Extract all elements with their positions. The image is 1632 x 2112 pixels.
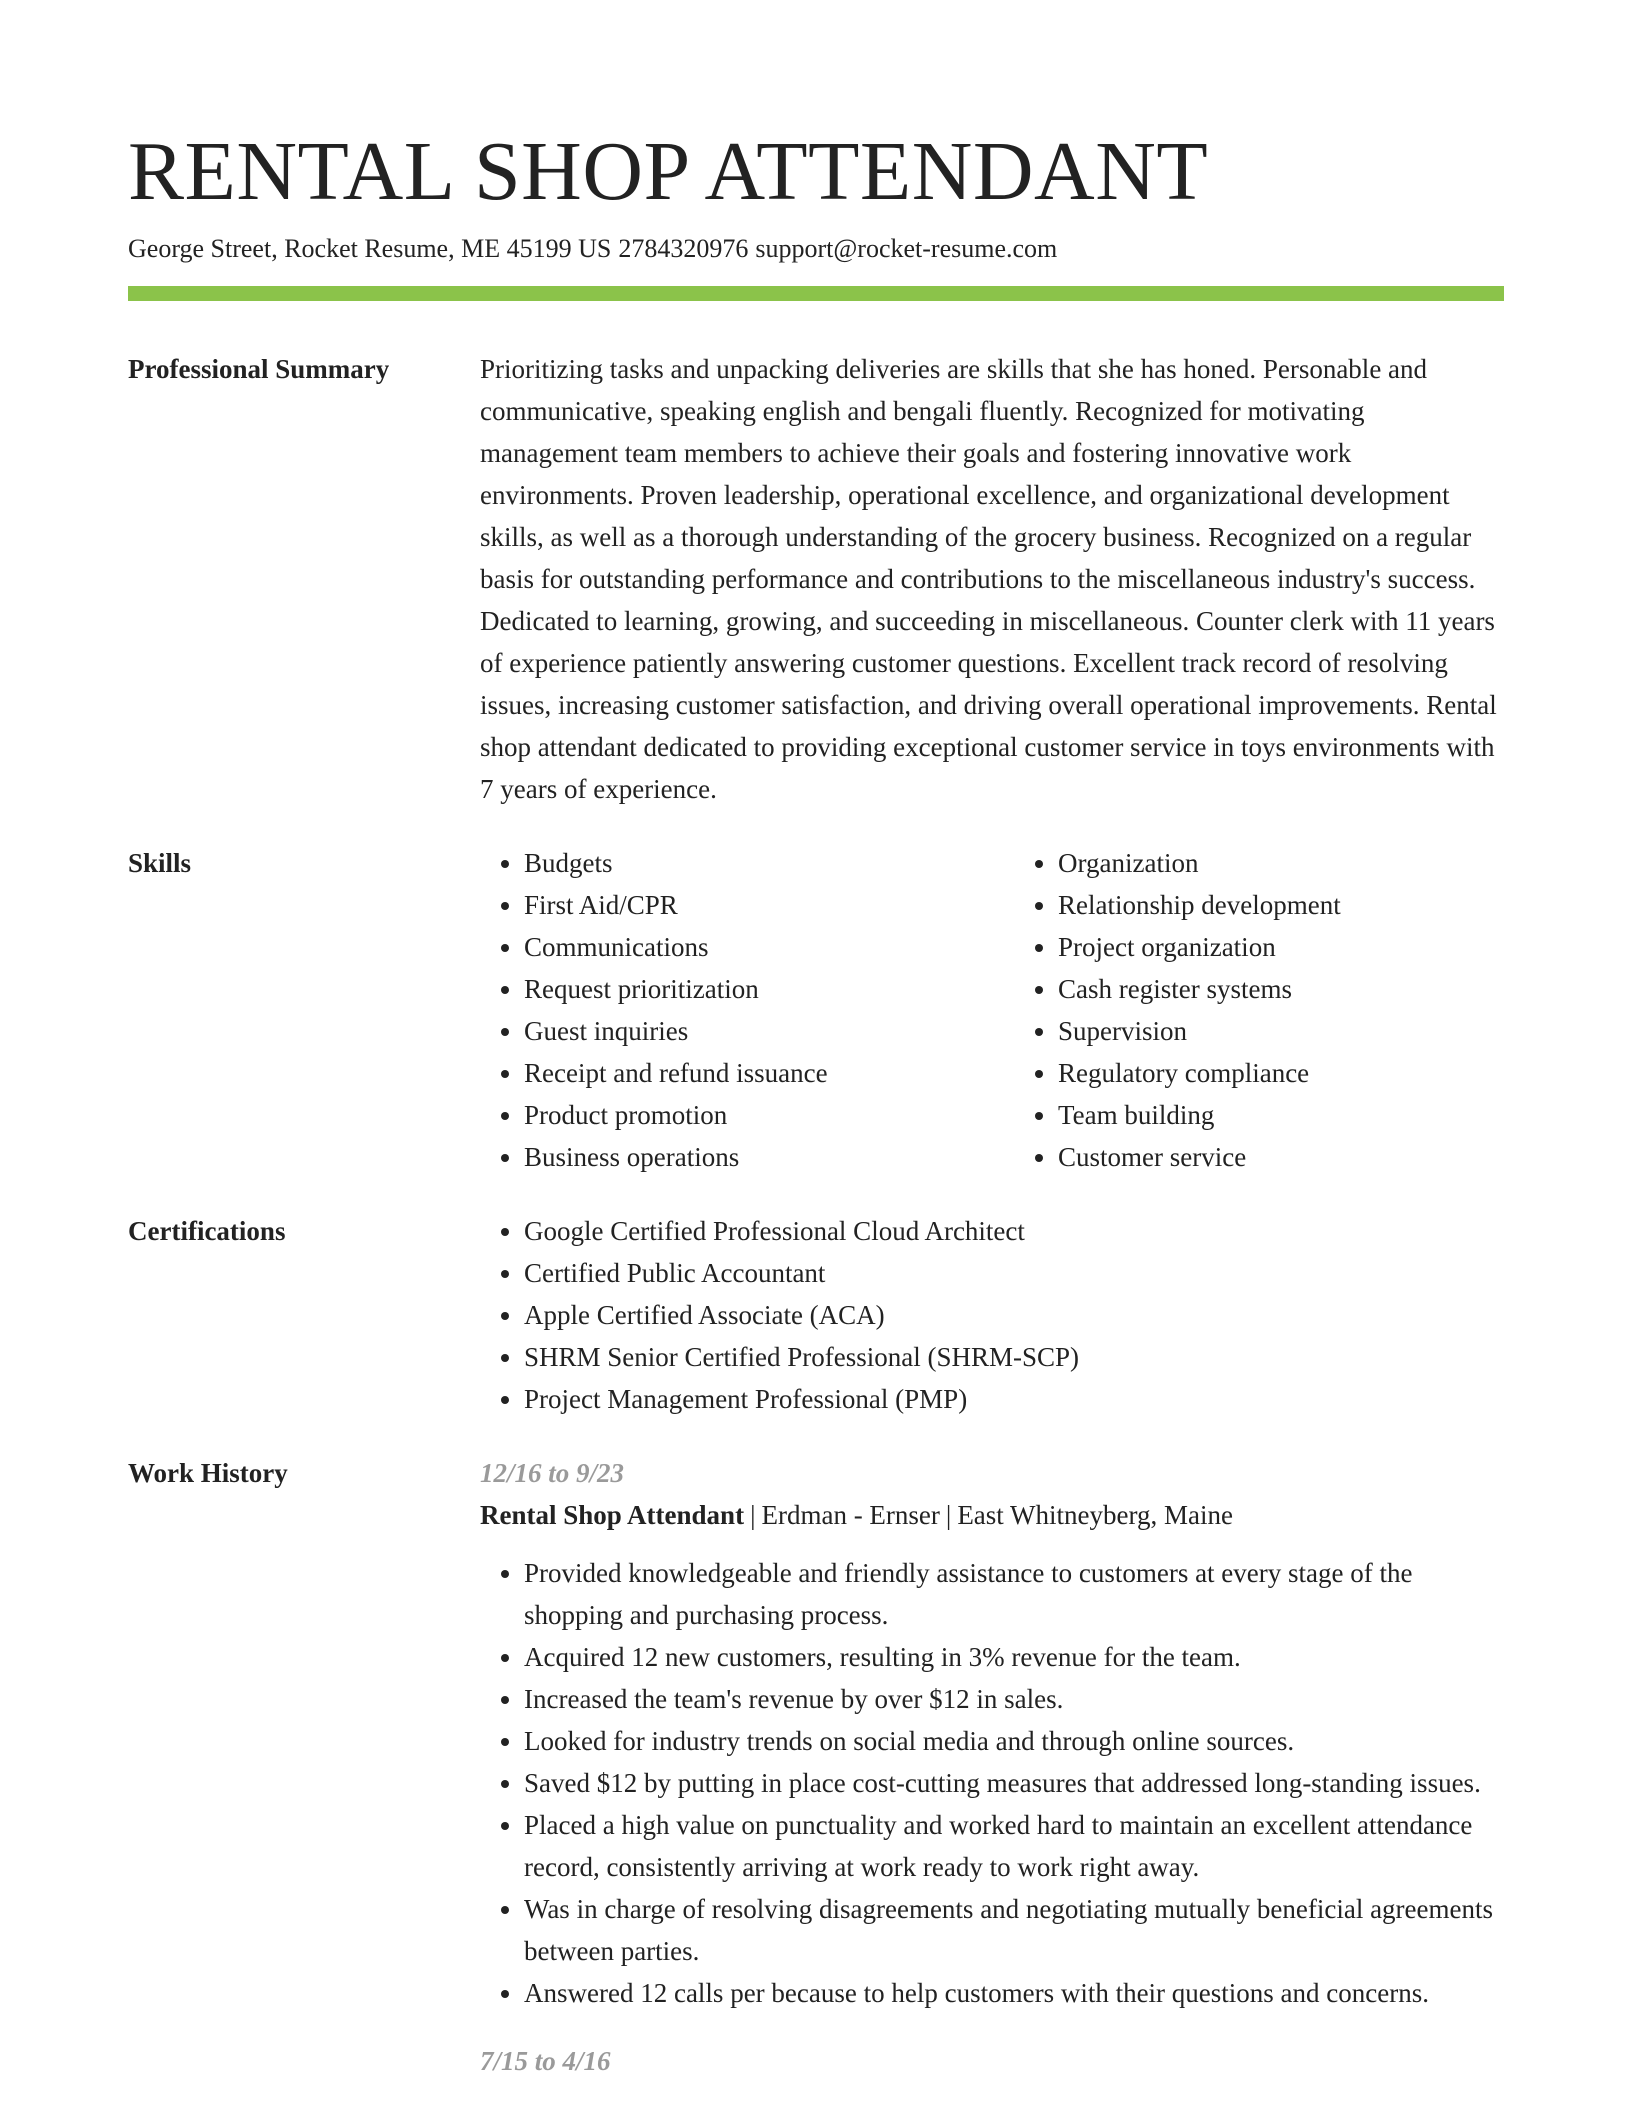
job-duty: • Acquired 12 new customers, resulting in 3% revenue for the team. <box>524 1636 1504 1678</box>
skills-columns <box>480 842 1504 1178</box>
summary-heading: Professional Summary <box>128 354 390 384</box>
skill-item: • Communications <box>524 926 970 968</box>
job-entry <box>480 2040 1504 2082</box>
job-duties-list <box>480 1552 1504 2014</box>
summary-text: Prioritizing tasks and unpacking deliveries are skills that she has honed. Personable and communicative, speaking english and bengali fluently. Recognized for motivating management team members to achieve their goals and fostering innovative work environments. Proven leadership, operational excellence, and organizational development skills, as well as a thorough understanding of the grocery business. Recognized on a regular basis for outstanding performance and contributions to the miscellaneous industry's success. Dedicated to learning, growing, and succeeding in miscellaneous. Counter clerk with 11 years of experience patiently answering customer questions. Excellent track record of resolving issues, increasing customer satisfaction, and driving overall operational improvements. Rental shop attendant dedicated to providing exceptional customer service in toys environments with 7 years of experience. <box>480 354 1497 804</box>
job-duty: • Placed a high value on punctuality and worked hard to maintain an excellent attendance record, consistently arriving at work ready to work right away. <box>524 1804 1504 1888</box>
skill-item: • Product promotion <box>524 1094 970 1136</box>
job-duty: • Looked for industry trends on social media and through online sources. <box>524 1720 1504 1762</box>
skill-item: • Regulatory compliance <box>1058 1052 1504 1094</box>
job-duty: • Saved $12 by putting in place cost-cutting measures that addressed long-standing issues. <box>524 1762 1504 1804</box>
job-duty: • Answered 12 calls per because to help customers with their questions and concerns. <box>524 1972 1504 2014</box>
contact-line <box>128 232 1057 266</box>
contact-address: George Street, Rocket Resume, ME 45199 US <box>128 234 612 263</box>
job-location: East Whitneyberg, Maine <box>957 1500 1233 1530</box>
job-dates: 12/16 to 9/23 <box>480 1458 625 1488</box>
certification-item: • Google Certified Professional Cloud Architect <box>524 1210 1504 1252</box>
certification-item: • Certified Public Accountant <box>524 1252 1504 1294</box>
job-duty: • Increased the team's revenue by over $12 in sales. <box>524 1678 1504 1720</box>
skill-item: • Relationship development <box>1058 884 1504 926</box>
skill-item: • Supervision <box>1058 1010 1504 1052</box>
job-title: Rental Shop Attendant <box>480 1500 745 1530</box>
header-divider <box>128 286 1504 301</box>
skill-item: • First Aid/CPR <box>524 884 970 926</box>
work-history-body <box>480 1452 1504 2082</box>
certification-item: • SHRM Senior Certified Professional (SHRM-SCP) <box>524 1336 1504 1378</box>
skill-item: • Receipt and refund issuance <box>524 1052 970 1094</box>
certification-item: • Apple Certified Associate (ACA) <box>524 1294 1504 1336</box>
job-company: Erdman - Ernser <box>761 1500 940 1530</box>
skill-item: • Project organization <box>1058 926 1504 968</box>
skill-item: • Business operations <box>524 1136 970 1178</box>
skills-body <box>480 842 1504 1178</box>
work-history-heading: Work History <box>128 1458 288 1488</box>
summary-body <box>480 348 1504 810</box>
skill-item: • Organization <box>1058 842 1504 884</box>
contact-email: support@rocket-resume.com <box>755 234 1058 263</box>
skills-list-left <box>480 842 970 1178</box>
resume-title: RENTAL SHOP ATTENDANT <box>128 125 1209 218</box>
skill-item: • Request prioritization <box>524 968 970 1010</box>
contact-phone: 2784320976 <box>618 234 749 263</box>
skill-item: • Guest inquiries <box>524 1010 970 1052</box>
job-heading <box>480 1494 1504 1536</box>
certifications-heading: Certifications <box>128 1216 286 1246</box>
certifications-body <box>480 1210 1504 1420</box>
skill-item: • Team building <box>1058 1094 1504 1136</box>
job-entry <box>480 1452 1504 2014</box>
job-duty: • Provided knowledgeable and friendly assistance to customers at every stage of the shopping and purchasing process. <box>524 1552 1504 1636</box>
job-duty: • Was in charge of resolving disagreements and negotiating mutually beneficial agreements between parties. <box>524 1888 1504 1972</box>
certification-item: • Project Management Professional (PMP) <box>524 1378 1504 1420</box>
certifications-list <box>480 1210 1504 1420</box>
skill-item: • Cash register systems <box>1058 968 1504 1010</box>
skills-heading: Skills <box>128 848 192 878</box>
skill-item: • Budgets <box>524 842 970 884</box>
job-dates: 7/15 to 4/16 <box>480 2046 611 2076</box>
job-separator: | <box>945 1500 952 1530</box>
skill-item: • Customer service <box>1058 1136 1504 1178</box>
skills-list-right <box>1014 842 1504 1178</box>
job-separator: | <box>750 1500 756 1530</box>
